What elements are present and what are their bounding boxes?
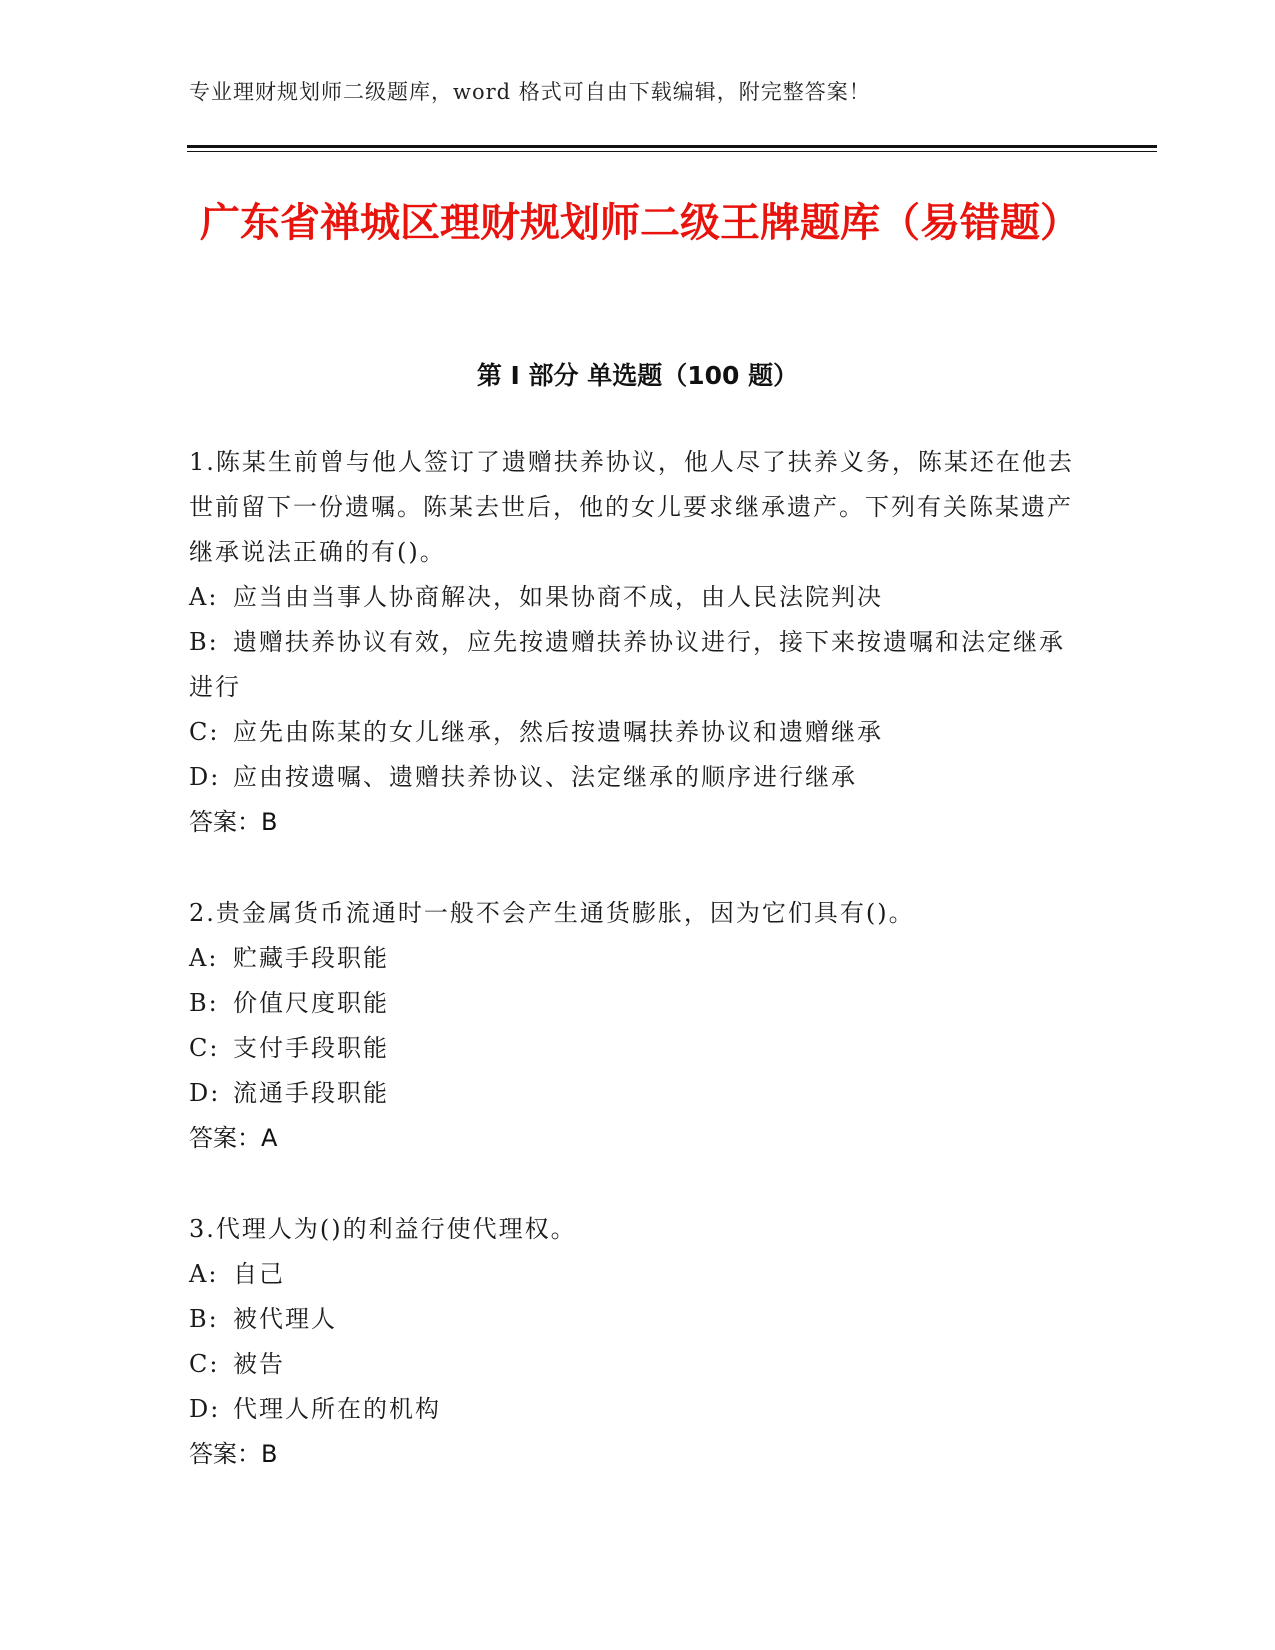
option-d (189, 755, 1089, 800)
option-letter: A: (189, 1260, 219, 1288)
option-text: 价值尺度职能 (233, 989, 389, 1017)
option-text: 遗赠扶养协议有效，应先按遗赠扶养协议进行，接下来按遗嘱和法定继承进行 (189, 628, 1065, 701)
option-text: 贮藏手段职能 (233, 944, 389, 972)
option-letter: B: (189, 989, 219, 1017)
option-letter: A: (189, 944, 219, 972)
option-letter: D: (189, 763, 221, 791)
document-title: 广东省禅城区理财规划师二级王牌题库（易错题） (200, 200, 1080, 246)
option-text: 支付手段职能 (233, 1034, 389, 1062)
question-list (189, 440, 1089, 1523)
answer-label: 答案：B (189, 1440, 278, 1468)
option-letter: D: (189, 1079, 221, 1107)
option-c (189, 1026, 1089, 1071)
answer-label: 答案：A (189, 1124, 278, 1152)
option-d (189, 1387, 1089, 1432)
option-text: 应当由当事人协商解决，如果协商不成，由人民法院判决 (233, 583, 883, 611)
option-d (189, 1071, 1089, 1116)
option-letter: B: (189, 1305, 219, 1333)
question-1 (189, 440, 1089, 845)
option-letter: C: (189, 1350, 220, 1378)
header-rule-thin (187, 151, 1157, 152)
option-a (189, 936, 1089, 981)
option-text: 自己 (233, 1260, 285, 1288)
option-b (189, 981, 1089, 1026)
header-rule-thick (187, 145, 1157, 148)
header-note: 专业理财规划师二级题库，word 格式可自由下载编辑，附完整答案！ (189, 80, 871, 104)
option-letter: B: (189, 628, 219, 656)
option-c (189, 710, 1089, 755)
option-b (189, 620, 1089, 710)
option-letter: A: (189, 583, 219, 611)
option-text: 应先由陈某的女儿继承，然后按遗嘱扶养协议和遗赠继承 (233, 718, 883, 746)
option-c (189, 1342, 1089, 1387)
question-stem: 2.贵金属货币流通时一般不会产生通货膨胀，因为它们具有()。 (189, 899, 915, 927)
option-letter: C: (189, 718, 220, 746)
option-text: 被告 (233, 1350, 285, 1378)
option-letter: D: (189, 1395, 221, 1423)
option-letter: C: (189, 1034, 220, 1062)
section-heading: 第 I 部分 单选题（100 题） (476, 361, 799, 390)
question-2 (189, 891, 1089, 1161)
option-a (189, 575, 1089, 620)
option-a (189, 1252, 1089, 1297)
question-3 (189, 1207, 1089, 1477)
option-text: 应由按遗嘱、遗赠扶养协议、法定继承的顺序进行继承 (233, 763, 857, 791)
question-stem: 3.代理人为()的利益行使代理权。 (189, 1215, 577, 1243)
option-text: 流通手段职能 (233, 1079, 389, 1107)
question-stem: 1.陈某生前曾与他人签订了遗赠扶养协议，他人尽了扶养义务，陈某还在他去世前留下一份遗嘱。陈某去世后，他的女儿要求继承遗产。下列有关陈某遗产继承说法正确的有()。 (189, 448, 1074, 566)
option-text: 代理人所在的机构 (233, 1395, 441, 1423)
option-b (189, 1297, 1089, 1342)
option-text: 被代理人 (233, 1305, 337, 1333)
answer-label: 答案：B (189, 808, 278, 836)
